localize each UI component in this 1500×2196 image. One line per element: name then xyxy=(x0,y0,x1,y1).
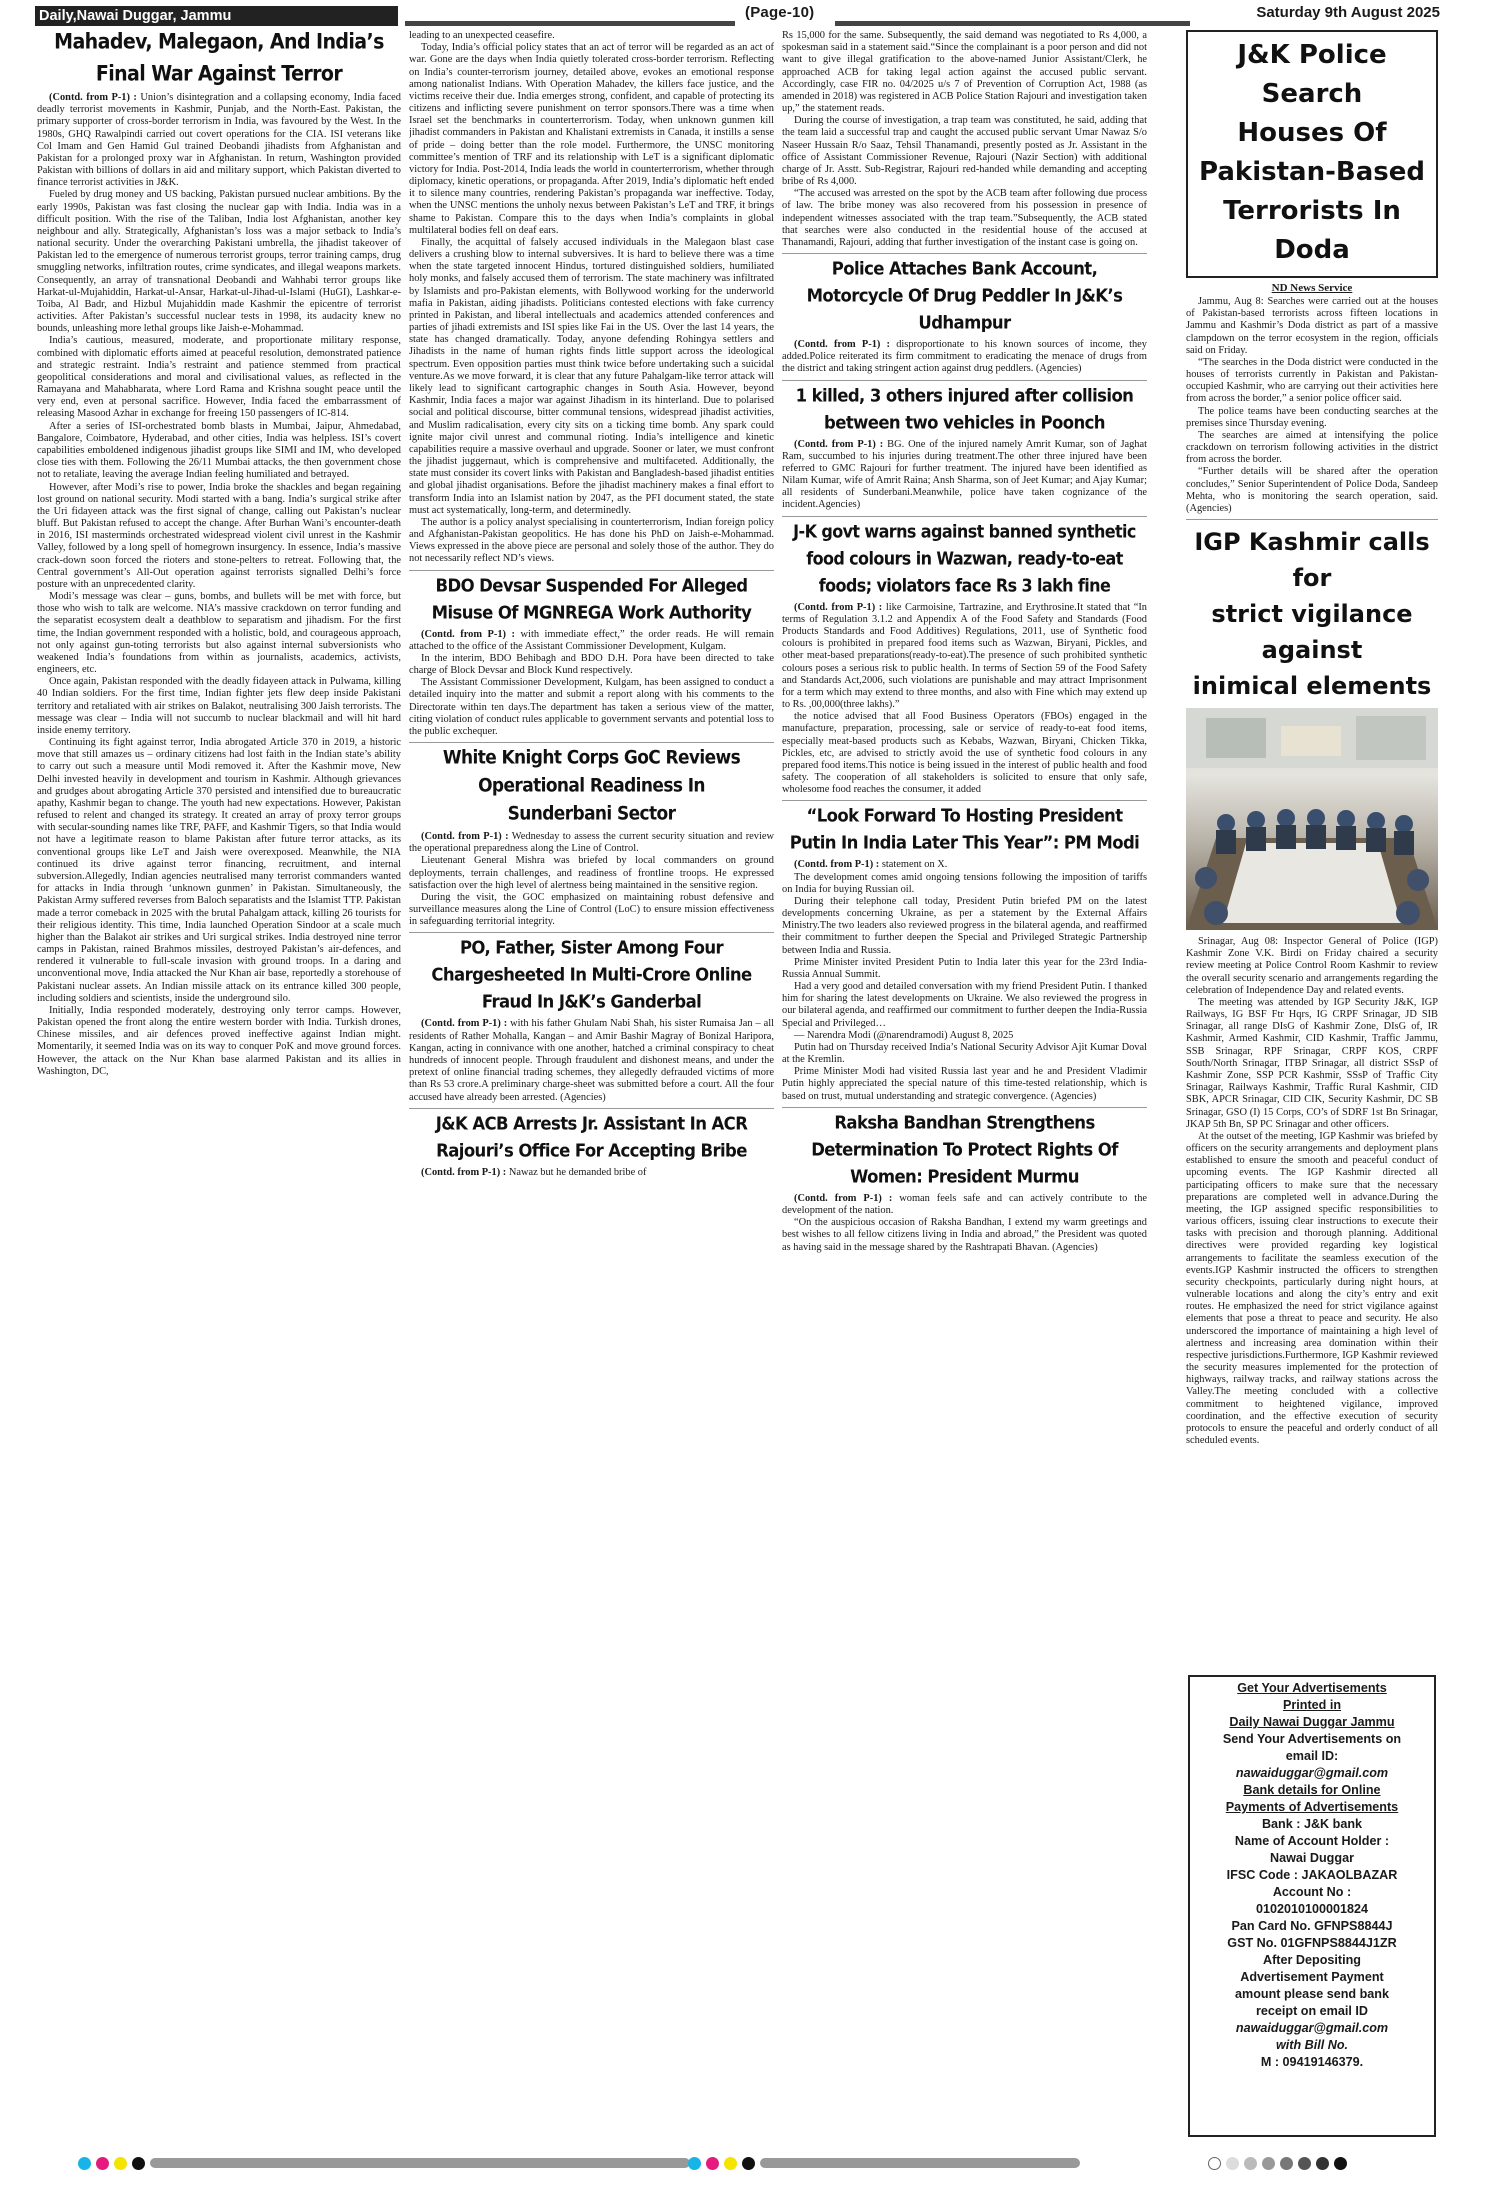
headline-whiteknight-1: White Knight Corps GoC Reviews xyxy=(442,747,741,770)
contd-label: (Contd. from P-1) : xyxy=(794,339,890,351)
contd-label: (Contd. from P-1) : xyxy=(421,1018,508,1030)
paper-name: Daily,Nawai Duggar, Jammu xyxy=(35,6,398,26)
column-4 xyxy=(1186,30,1438,1670)
ad-line: Bank : J&K bank xyxy=(1261,1817,1363,1831)
headline-po-3: Fraud In J&K’s Ganderbal xyxy=(481,991,702,1013)
page-number: (Page-10) xyxy=(745,4,815,21)
paragraph: with immediate effect,” the order reads. He will remain attached to the office of the Assistant Commissioner Development, Kulgam. xyxy=(409,628,774,652)
paragraph: Wednesday to assess the current security situation and review the operational preparedness along the Line of Control. xyxy=(409,831,774,855)
ad-line: Get Your Advertisements xyxy=(1237,1681,1387,1695)
paragraph: The development comes amid ongoing tensions following the imposition of tariffs on India for buying Russian oil. xyxy=(782,871,1147,895)
paragraph: Srinagar, Aug 08: Inspector General of Police (IGP) Kashmir Zone V.K. Birdi on Friday chaired a security review meeting at Police Control Room Kashmir to review the overall security scenario and arrangements regarding the celebration of Independence Day and related events. xyxy=(1186,936,1438,996)
headline-poonch-2: between two vehicles in Poonch xyxy=(824,411,1105,433)
ad-line: GST No. 01GFNPS8844J1ZR xyxy=(1227,1936,1397,1950)
headline-raksha-3: Women: President Murmu xyxy=(850,1165,1079,1187)
article-raksha xyxy=(782,1193,1147,1254)
paragraph: Once again, Pakistan responded with the deadly fidayeen attack in Pulwama, killing 40 Indian soldiers. For the first time, Indian fighter jets flew deep inside Pakistani territory and retaliated with air strikes on Balakot, neutralising 300 Jaish terrorists. The message was clear – India will not succumb to nuclear blackmail and will hit hard inside enemy territory. xyxy=(37,676,401,736)
headline-igp-2: strict vigilance against xyxy=(1211,600,1413,665)
meeting-photo-image xyxy=(1186,708,1438,930)
divider xyxy=(1186,519,1438,520)
ad-email[interactable]: nawaiduggar@gmail.com xyxy=(1235,1766,1389,1780)
headline-food-2: food colours in Wazwan, ready-to-eat xyxy=(806,547,1123,569)
divider xyxy=(782,516,1147,517)
headline-bdo-1: BDO Devsar Suspended For Alleged xyxy=(435,574,748,596)
headline-whiteknight-2: Operational Readiness In xyxy=(478,775,705,798)
paragraph: statement on X. xyxy=(881,859,948,871)
ad-line: Nawai Duggar xyxy=(1270,1851,1354,1865)
black-dot xyxy=(1334,2157,1347,2170)
headline-police-3: Udhampur xyxy=(918,312,1011,333)
headline-po-2: Chargesheeted In Multi-Crore Online xyxy=(431,964,752,986)
paragraph: In the interim, BDO Behibagh and BDO D.H. Pora have been directed to take charge of Block Devsar and Block Kund respectively. xyxy=(409,652,774,677)
headline-bdo-2: Misuse Of MGNREGA Work Authority xyxy=(431,601,752,623)
registration-marks-right xyxy=(1208,2150,1347,2176)
divider xyxy=(782,253,1147,254)
magenta-dot xyxy=(706,2157,719,2170)
masthead-rule-right xyxy=(835,21,1190,26)
paragraph: India’s cautious, measured, moderate, and proportionate military response, combined with diplomatic efforts aimed at peaceful resolution, demonstrated patience and strategic restraint. India’s restraint and patience stemmed from practical geopolitical considerations and moral and civilisational values, as reflected in the Ramayana and Mahabharata, where Lord Rama and Krishna sought peace until the very end, even at personal sacrifice. However, India faced the embarrassment of releasing Masood Azhar in exchange for freeing 150 passengers of IC-814. xyxy=(37,335,401,420)
headline-poonch-1: 1 killed, 3 others injured after collision xyxy=(795,384,1134,406)
headline-raksha-1: Raksha Bandhan Strengthens xyxy=(834,1111,1095,1133)
headline-igp-1: IGP Kashmir calls for xyxy=(1194,528,1430,593)
paragraph: Union’s disintegration and a collapsing economy, India faced deadly terrorist movements in Kashmir, Punjab, and the North-East. Pakistan, the primary supporter of cross-border terrorism in India, was favoured by the West. In the 1980s, GHQ Rawalpindi carried out covert operations for the CIA. ISI veterans like Col Imam and Gen Hamid Gul trained Deobandi jihadists from Afghanistan and Pakistan for a prolonged proxy war in Afghanistan. In return, Washington provided Pakistan with billions of dollars in aid and military support, which Pakistan diverted to finance terrorist activities in J&K. xyxy=(37,92,401,189)
contd-label: (Contd. from P-1) : xyxy=(794,438,884,450)
paragraph: Modi’s message was clear – guns, bombs, and bullets will be met with force, but those who wish to talk are welcome. NIA’s massive crackdown on terror funding and the separatist ecosystem dealt a deathblow to separatism and jihadism. For the first time, the Indian government responded with a holistic, bold, and courageous approach, not only against gun-toting terrorists but also against internal subversionists who weakened India’s foundations from within as journalists, academics, activists, engineers, etc. xyxy=(37,591,401,676)
headline-food-3: foods; violators face Rs 3 lakh fine xyxy=(818,574,1111,596)
column-2 xyxy=(409,30,774,2150)
ad-line: Send Your Advertisements on xyxy=(1222,1732,1402,1746)
paragraph: The searches are aimed at intensifying the police crackdown on terrorism following activities in the district from across the border. xyxy=(1186,429,1438,466)
divider xyxy=(409,742,774,743)
article-acb xyxy=(409,1167,774,1179)
contd-label: (Contd. from P-1) : xyxy=(421,1166,507,1178)
paragraph: The meeting was attended by IGP Security J&K, IGP Railways, IG BSF Ftr Hqrs, IG CRPF Srinagar, JD SIB Srinagar, all range DIsG of Kashmir Zone, DIsG of, IR Kashmir, Armed Kashmir, CID Kashmir, Traffic Jammu, SSB Srinagar, RPF Srinagar, CRPF KOS, CRPF South/North Srinagar, ITBP Srinagar, all district SSsP of Kashmir Zone, SSP PCR Kashmir, SSsP of Traffic City Srinagar, Railways Kashmir, Traffic Rural Kashmir, CID SBK, APCR Srinagar, CID CIK, Security Kashmir, DC SB Srinagar, GSO (I) 15 Corps, CO’s of SDRF 1st Bn Srinagar, JKAP 5th Bn, SP PC Srinagar and other officers. xyxy=(1186,996,1438,1130)
ad-line: email ID: xyxy=(1285,1749,1339,1763)
divider xyxy=(409,932,774,933)
ad-email[interactable]: nawaiduggar@gmail.com xyxy=(1235,2021,1389,2035)
gray-dot xyxy=(1280,2157,1293,2170)
paragraph: Jammu, Aug 8: Searches were carried out at the houses of Pakistan-based terrorists across fifteen locations in Jammu and Kashmir’s Doda district as part of a massive clampdown on the terror ecosystem in the region, officials said on Friday. xyxy=(1186,296,1438,356)
paragraph: “The searches in the Doda district were conducted in the houses of terrorists currently in Pakistan and Pakistan-occupied Kashmir, who are carrying out their activities here from across the border,” a senior police officer said. xyxy=(1186,356,1438,405)
divider xyxy=(782,380,1147,381)
ad-line: Pan Card No. GFNPS8844J xyxy=(1231,1919,1393,1933)
article-mahadev-continued xyxy=(409,30,774,566)
ad-line: Account No : xyxy=(1272,1885,1352,1899)
paragraph: The author is a policy analyst specialising in counterterrorism, Indian foreign policy and Afghanistan-Pakistan geopolitics. He has done his PhD on Jaish-e-Mohammad. Views expressed in the above piece are personal and solely those of the author. They do not necessarily reflect ND’s views. xyxy=(409,516,774,565)
headline-mahadev-2: Final War Against Terror xyxy=(95,62,343,87)
paragraph: woman feels safe and can actively contribute to the development of the nation. xyxy=(782,1192,1147,1216)
divider xyxy=(782,800,1147,801)
doda-headline xyxy=(1186,30,1438,278)
paragraph: the notice advised that all Food Business Operators (FBOs) engaged in the manufacture, preparation, processing, sale or service of ready-to-eat food items, especially meat-based products such as Kebabs, Wazwan, Biryani, Chicken Tikka, Pickles, etc, are advised to strictly avoid the use of synthetic food colours in any prepared food items.This notice is being issued in the interest of public health and food safety. The cooperation of all stakeholders is solicited to ensure that only safe, wholesome food reaches the consumer, it added xyxy=(782,711,1147,796)
contd-label: (Contd. from P-1) : xyxy=(794,1192,893,1204)
article-bdo xyxy=(409,629,774,739)
article-acb-continued xyxy=(782,30,1147,249)
ad-line: IFSC Code : JAKAOLBAZAR xyxy=(1226,1868,1398,1882)
article-police xyxy=(782,339,1147,376)
paragraph: At the outset of the meeting, IGP Kashmir was briefed by officers on the security arrangements and deployment plans established to ensure the smooth and peaceful conduct of upcoming events. The IGP Kashmir directed all participating officers to make sure that the necessary preparations are completed well in advance.During the meeting, the IGP assigned specific responsibilities to various officers, issuing clear instructions to execute their tasks with precision and thorough planning. Additional directives were provided regarding key logistical arrangements to facilitate the seamless execution of the events.IGP Kashmir instructed the officers to strengthen security checkpoints, particularly during night hours, at vulnerable locations and along the city’s entry and exit routes. He emphasized the need for strict vigilance against elements that pose a threat to peace and security. He also underscored the importance of maintaining a high level of alertness and increasing area domination within their respective jurisdictions.Furthermore, IGP Kashmir reviewed the security measures implemented for the protection of highways, railway tracks, and railway stations across the Valley.The meeting concluded with a collective commitment to heightened vigilance, improved coordination, and the effective execution of security protocols to ensure the peaceful and orderly conduct of all scheduled events. xyxy=(1186,1130,1438,1447)
paragraph: During the visit, the GOC emphasized on maintaining robust defensive and surveillance measures along the Line of Control (LoC) to ensure mission effectiveness in safeguarding territorial integrity. xyxy=(409,891,774,928)
black-dot xyxy=(132,2157,145,2170)
paragraph: Lieutenant General Mishra was briefed by local commanders on ground deployments, terrain challenges, and readiness of frontline troops. He expressed satisfaction over the high level of alertness being maintained in the sensitive region. xyxy=(409,855,774,891)
paragraph: Today, India’s official policy states that an act of terror will be regarded as an act of war. Gone are the days when India quietly tolerated cross-border terrorism. Reflecting on India’s counter-terrorism journey, detailed above, evokes an emotional response among nationalist Indians. With Operation Mahadev, the killers face justice, and the victims receive their due. India emerges strong, confident, and capable of protecting its citizens and inflicting severe punishment on terror sponsors.There was a time when Israel set the benchmarks in counterterrorism. Today, when unknown gunmen kill jihadist commanders in Pakistan and Khalistani extremists in Canada, it instills a sense of pride – doing better than the role model. Furthermore, the UNSC monitoring committee’s mention of TRF and its relationship with LeT is a significant diplomatic victory for India. Post-2014, India leads the world in counterterrorism, whether through diplomacy, kinetic operations, or propaganda. After 2019, India’s diplomatic heft ended it to silence many countries, rendering Pakistan’s propaganda war ineffective. Today, when the UNSC mentions the unholy nexus between Pakistan’s LeT and TRF, it brings shame to Pakistan. Compare this to the days when India’s complaints in global multilateral bodies fell on deaf ears. xyxy=(409,42,774,236)
headline-igp-3: inimical elements xyxy=(1192,672,1432,701)
headline-raksha-2: Determination To Protect Rights Of xyxy=(811,1138,1118,1160)
ad-line: amount please send bank xyxy=(1235,1987,1389,2001)
paragraph: “The accused was arrested on the spot by the ACB team after following due process of law. The bribe money was also recovered from his possession in presence of independent witnesses associated with the trap team.”Subsequently, the ACB stated that searches were also conducted in the residential house of the accused at Thanamandi, Rajouri, adding that further investigation of the instant case is going on. xyxy=(782,188,1147,248)
ad-line: Payments of Advertisements xyxy=(1225,1800,1399,1814)
ad-line: receipt on email ID xyxy=(1256,2004,1368,2018)
cyan-dot xyxy=(78,2157,91,2170)
cyan-dot xyxy=(688,2157,701,2170)
headline-putin-1: “Look Forward To Hosting President xyxy=(806,805,1123,827)
paragraph: Continuing its fight against terror, India abrogated Article 370 in 2019, a historic move that still amazes us – ordinary citizens had lost faith in the Indian state’s ability to carry out such a measure until Modi removed it. After the Kashmir move, New Delhi invested heavily in development and tourism in Kashmir. Although grievances and grudges about abrogating Article 370 persisted and intensified due to bureaucratic apathy, Kashmir began to change. The youth had new expectations. However, Pakistan refused to relent and changed its strategy. It created an array of proxy terror groups with secular-sounding names like TRF, PAFF, and Kashmir Tigers, so that India would not have a legitimate reason to blame Pakistan after future terror attacks, as its conventional groups like LeT and Jaish were overexposed. Meanwhile, the NIA continued its drive against terror financing, recruitment, and internal subversion.Allegedly, Indian agencies neutralised many terrorist commanders wanted for attacks in India through ‘unknown gunmen’ in Pakistan. Simultaneously, the Pakistan Army suffered reverses from Baloch separatists and the Islamist TTP. Pakistan made a terror comeback in 2025 with the brutal Pahalgam attack, killing 26 tourists for their religious identity. This time, India launched Operation Sindoor at a scale much higher than the Balakot air strikes and Uri surgical strikes. India destroyed nine terror camps in Pakistan, rained Brahmos missiles, destroyed Pakistan’s air-defences, and rendered it vulnerable to full-scale invasion with ground troops. In a daring and unconventional move, India attacked the Nur Khan air base, reportedly a storehouse of Pakistani nuclear assets. An Indian missile attack on its entrance killed 300 people, including soldiers and scientists, inside the underground silo. xyxy=(37,737,401,1004)
paragraph: Finally, the acquittal of falsely accused individuals in the Malegaon blast case delivers a crushing blow to internal subversives. It is hard to believe there was a time when the state targeted innocent Hindus, tortured distinguished soldiers, humiliated holy monks, and falsely accused them of terrorism. The state machinery was infiltrated by Islamists and pro-Pakistan elements, with Bollywood working for the underworld mafia in Pakistan, aiding jihadists. Politicians contested elections with fake currency printed in Pakistan, and liberal intellectuals and academics attended conferences and parties of jihadi extremists and ISI spies like Fai in the US. Over the last 14 years, the state has changed dramatically. Today, anyone defending Rohingya settlers and Jihadists in the name of human rights finds little support across the ideological spectrum. Even opposition parties must think twice before undertaking such a suicidal venture.As we move forward, it is clear that any future Pahalgam-like terror attack will likely lead to significant cartographic changes in South Asia. However, beyond Kashmir, India faces a major war against Jihadism in its hinterland. Due to polarised social and political discourse, bitter communal tensions, widespread jihadist activities, and Muslim radicalisation, every city sits on a ticking time bomb. Any spark could ignite major civil unrest and communal rioting. India’s intelligence and kinetic capabilities require a massive overhaul and upgrade. Sooner or later, we must confront the jihadist juggernaut, which is comprehensive and multifaceted. Additionally, the state must consider its covert links with Pakistan and Bangladesh-based jihadist entities and global jihadist organisations. Before the jihadist machinery makes a final effort to transform India into an Islamist nation by 2047, as the PFI document stated, the state must act systematically, long-term, and determinedly. xyxy=(409,236,774,516)
paragraph: Nawaz but he demanded bribe of xyxy=(508,1166,647,1178)
ad-line: Daily Nawai Duggar Jammu xyxy=(1229,1715,1395,1729)
headline-doda-2: Houses Of xyxy=(1237,118,1387,148)
divider xyxy=(409,1108,774,1109)
paragraph: Putin had on Thursday received India’s National Security Advisor Ajit Kumar Doval at the Kremlin. xyxy=(782,1041,1147,1066)
registration-marks-left xyxy=(78,2150,690,2176)
black-dot xyxy=(742,2157,755,2170)
ad-line: 0102010100001824 xyxy=(1255,1902,1369,1916)
headline-mahadev-1: Mahadev, Malegaon, And India’s xyxy=(54,30,384,55)
paragraph: “On the auspicious occasion of Raksha Bandhan, I extend my warm greetings and best wishes to all fellow citizens living in India and abroad,” the President was quoted as having said in the message shared by the Rashtrapati Bhavan. (Agencies) xyxy=(782,1217,1147,1253)
paragraph: Fueled by drug money and US backing, Pakistan pursued nuclear ambitions. By the early 1990s, Pakistan was fast closing the nuclear gap with India. India was in a difficult position. With the rise of the Taliban, India lost Afghanistan, another key neighbour and ally. Strategically, Afghanistan’s loss was a major setback to India’s national security. Under the overarching Pakistani umbrella, the jihadist takeover of Pakistan led to the emergence of numerous terrorist groups, terror training camps, drug smuggling networks, infiltration routes, crime syndicates, and illegal weapons markets. Consequently, an array of transnational Deobandi and Wahhabi terror groups like Harkat-ul-Mujahiddin, Harkat-ul-Ansar, Harkat-ul-Jihad-ul-Islami (HuGI), Lashkar-e-Toiba, Al Badr, and Hizbul Mujahiddin made Kashmir the epicentre of terrorist activities. After Pakistan’s successful nuclear tests in 1998, its audacity knew no bounds, unleashing more lethal groups like Jaish-e-Mohammad. xyxy=(37,189,401,335)
headline-doda-1: J&K Police Search xyxy=(1237,40,1387,109)
contd-label: (Contd. from P-1) : xyxy=(49,92,137,103)
byline: ND News Service xyxy=(1271,282,1353,294)
paragraph: with his father Ghulam Nabi Shah, his sister Rumaisa Jan – all residents of Rather Mohalla, Kangan – and Amir Bashir Magray of Bonizal Haripora, Kangan, acting in connivance with one another, hatched a criminal conspiracy to cheat hundreds of innocent people. Through fraudulent and dishonest means, and under the pretext of online financial trading schemes, they allegedly defrauded victims of more than Rs 53 crore.A preliminary charge-sheet was submitted before a court. All the four accused have already been arrested. (Agencies) xyxy=(409,1018,774,1103)
magenta-dot xyxy=(96,2157,109,2170)
ad-phone[interactable]: M : 09419146379. xyxy=(1260,2055,1364,2069)
white-dot xyxy=(1208,2157,1221,2170)
headline-acb-1: J&K ACB Arrests Jr. Assistant In ACR xyxy=(435,1112,748,1134)
column-3 xyxy=(782,30,1147,2150)
paragraph: — Narendra Modi (@narendramodi) August 8, 2025 xyxy=(794,1029,1014,1041)
contd-label: (Contd. from P-1) : xyxy=(421,628,516,640)
headline-doda-3: Pakistan-Based xyxy=(1199,157,1425,187)
yellow-dot xyxy=(114,2157,127,2170)
contd-label: (Contd. from P-1) : xyxy=(421,831,509,843)
advertisement-box xyxy=(1188,1675,1436,2137)
article-po xyxy=(409,1018,774,1103)
paragraph: like Carmoisine, Tartrazine, and Erythrosine.It stated that “In terms of Regulation 3.1.2 and Appendix A of the Food Safety and Standards (Food Products Standards and Food Additives) Regulations, 2011, use of Synthetic food colours is prohibited in prepared food items such as Wazwan, Biryani, Pickles, and other meat-based preparations(ready-to-eat).The presence of such prohibited synthetic colours poses a serious risk to public health. In terms of Section 59 of the Food Safety and Standards Act,2006, such violations are punishable and may attract Imprisonment for a term which may extend to three months, and also with Fine which may extend up to Rs. ,00,000(three lakhs).” xyxy=(782,601,1147,711)
divider xyxy=(782,1107,1147,1108)
gray-dot xyxy=(1316,2157,1329,2170)
paragraph: BG. One of the injured namely Amrit Kumar, son of Jaghat Ram, succumbed to his injuries during treatment.The other three injured have been referred to GMC Rajouri for further treatment. The injured have been identified as Nilam Kumar, wife of Amrit Raina; Ansh Sharma, son of Jeet Kumar; and Ajay Kumar; all residents of Sunderbani.Meanwhile, police have taken cognizance of the incident.Agencies) xyxy=(782,438,1147,511)
masthead xyxy=(35,4,1440,26)
headline-food-1: J-K govt warns against banned synthetic xyxy=(793,520,1136,542)
headline-police-2: Motorcycle Of Drug Peddler In J&K’s xyxy=(806,285,1123,306)
contd-label: (Contd. from P-1) : xyxy=(794,601,883,613)
paragraph: However, after Modi’s rise to power, India broke the shackles and began regaining lost ground on national security. Modi started with a bang. India’s surgical strike after the Uri fidayeen attack was the first signal of change, calling out Pakistan’s nuclear bluff. But Pakistan refused to accept the change. After Burhan Wani’s encounter-death in 2016, ISI masterminds orchestrated widespread violent civil unrest in the Kashmir Valley, followed by a long spell of homegrown insurgency. In essence, India’s massive crack-down soon forced the rioters and stone-pelters to retreat. Following that, the Central government’s All-Out operation against terrorists signalled Delhi’s force posture with an unprecedented clarity. xyxy=(37,481,401,590)
gray-dot xyxy=(1226,2157,1239,2170)
registration-bar xyxy=(150,2158,690,2168)
registration-marks-center xyxy=(688,2150,1080,2176)
paragraph: Rs 15,000 for the same. Subsequently, the said demand was negotiated to Rs 4,000, a spokesman said in a statement said.“Since the complainant is a poor person and did not want to give illegal gratification to the above-named Junior Assistant/Clerk, he approached ACB for taking legal action against the accused public servant. Accordingly, case FIR no. 04/2025 u/s 7 of Prevention of Corruption Act, 1988 (as amended in 2018) was registered in ACB Police Station Rajouri and investigation taken up,” the statement reads. xyxy=(782,30,1147,115)
ad-line: Advertisement Payment xyxy=(1240,1970,1384,1984)
paragraph: leading to an unexpected ceasefire. xyxy=(409,30,555,41)
paragraph: “Further details will be shared after the operation concludes,” Senior Superintendent of Police Doda, Sandeep Mehta, who is monitoring the search operation, said. (Agencies) xyxy=(1186,466,1438,514)
gray-dot xyxy=(1262,2157,1275,2170)
article-doda xyxy=(1186,296,1438,515)
article-whiteknight xyxy=(409,831,774,928)
registration-bar xyxy=(760,2158,1080,2168)
paragraph: During the course of investigation, a trap team was constituted, he said, adding that the team laid a successful trap and caught the accused public servant Umar Nawaz S/o Naseer Hussain R/o Saaz, Tehsil Thanamandi, presently posted as Jr. Assistant in the office of Assistant Commissioner Revenue, Rajouri (Nazir Section) with additional charge of Jr. Asstt. Sub-Registrar, Rajouri red-handed while demanding and accepting bribe of Rs 4,000. xyxy=(782,115,1147,188)
ad-line: with Bill No. xyxy=(1275,2038,1349,2052)
paragraph: Prime Minister invited President Putin to India later this year for the 23rd India-Russia Annual Summit. xyxy=(782,956,1147,980)
meeting-photo xyxy=(1186,708,1438,930)
paragraph: Initially, India responded moderately, destroying only terror camps. However, Pakistan opened the front along the entire western border with India. Turkish drones, Chinese missiles, and air defences proved ineffective against Indian might. Momentarily, it seemed India was on its way to conquer PoK and move ground forces. However, the attack on the Nur Khan base alarmed Pakistan and its allies in Washington, DC, xyxy=(37,1004,401,1077)
divider xyxy=(409,570,774,571)
headline-po-1: PO, Father, Sister Among Four xyxy=(459,937,724,959)
paragraph: During their telephone call today, President Putin briefed PM on the latest developments concerning Ukraine, as per a statement by the External Affairs Ministry.The two leaders also reviewed progress in the bilateral agenda, and reaffirmed their commitment to further deepen the Special and Privileged Strategic Partnership between India and Russia. xyxy=(782,895,1147,956)
article-food xyxy=(782,602,1147,797)
contd-label: (Contd. from P-1) : xyxy=(794,859,880,871)
ad-line: Printed in xyxy=(1282,1698,1342,1712)
headline-doda-4: Terrorists In Doda xyxy=(1223,196,1401,265)
masthead-rule-left xyxy=(405,21,735,26)
gray-dot xyxy=(1298,2157,1311,2170)
headline-whiteknight-3: Sunderbani Sector xyxy=(507,803,676,826)
column-1 xyxy=(37,30,401,2150)
article-putin xyxy=(782,859,1147,1102)
paragraph: After a series of ISI-orchestrated bomb blasts in Mumbai, Jaipur, Ahmedabad, Bangalore, Coimbatore, Hyderabad, and other cities, India was helpless. ISI’s covert capabilities emboldened indigenous jihadist groups like SIMI and IM, who developed close ties with them. Following the 26/11 Mumbai attacks, the then government chose not to retaliate, leaving the average Indian feeling humiliated and betrayed. xyxy=(37,420,401,481)
paragraph: Had a very good and detailed conversation with my friend President Putin. I thanked him for sharing the latest developments on Ukraine. We also reviewed the progress in our bilateral agenda, and reaffirmed our commitment to further deepen the India-Russia Special and Privileged… xyxy=(782,981,1147,1029)
paragraph: The police teams have been conducting searches at the premises since Thursday evening. xyxy=(1186,405,1438,429)
paragraph: disproportionate to his known sources of income, they added.Police reiterated its firm commitment to eradicating the menace of drugs from the district and taking stringent action against drug peddlers. (Agencies) xyxy=(782,339,1147,375)
headline-police-1: Police Attaches Bank Account, xyxy=(831,258,1098,279)
article-mahadev xyxy=(37,92,401,1078)
article-poonch xyxy=(782,439,1147,512)
ad-line: Bank details for Online xyxy=(1243,1783,1381,1797)
ad-line: Name of Account Holder : xyxy=(1234,1834,1390,1848)
paragraph: Prime Minister Modi had visited Russia last year and he and President Vladimir Putin highly appreciated the special nature of this time-tested relationship, which is based on trust, mutual understanding and strategic convergence. (Agencies) xyxy=(782,1066,1147,1102)
article-igp xyxy=(1186,936,1438,1447)
gray-dot xyxy=(1244,2157,1257,2170)
headline-putin-2: Putin In India Later This Year”: PM Modi xyxy=(789,832,1140,854)
yellow-dot xyxy=(724,2157,737,2170)
headline-acb-2: Rajouri’s Office For Accepting Bribe xyxy=(436,1139,747,1161)
paragraph: The Assistant Commissioner Development, Kulgam, has been assigned to conduct a detailed inquiry into the matter and submit a report along with his comments to the Directorate within ten days.The department has taken a serious view of the matter, citing violation of conduct rules applicable to government servants and potential loss to the public exchequer. xyxy=(409,677,774,737)
ad-line: After Depositing xyxy=(1263,1953,1361,1967)
issue-date: Saturday 9th August 2025 xyxy=(1256,4,1440,21)
